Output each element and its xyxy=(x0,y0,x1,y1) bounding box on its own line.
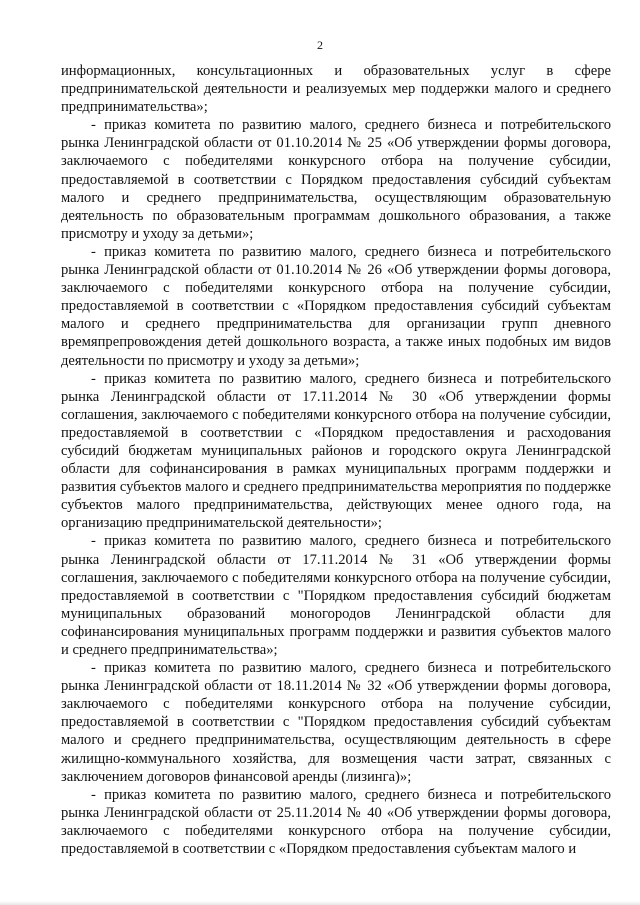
paragraph-order-26: - приказ комитета по развитию малого, среднего бизнеса и потребительского рынка Ленинградской области от 01.10.2014 № 26 «Об утверждении формы договора, заключаемого с победителями конкурсного отбора на получение субсидии, предоставляемой в соответствии с «Порядком предоставления субсидий субъектам малого и среднего предпринимательства для организации групп дневного времяпрепровождения детей дошкольного возраста, а также иных подобных им видов деятельности по присмотру и уходу за детьми»; xyxy=(61,243,611,369)
paragraph-order-31: - приказ комитета по развитию малого, среднего бизнеса и потребительского рынка Ленинградской области от 17.11.2014 № 31 «Об утверждении формы соглашения, заключаемого с победителями конкурсного отбора на получение субсидии, предоставляемой в соответствии с "Порядком предоставления субсидий бюджетам муниципальных образований моногородов Ленинградской области для софинансирования муниципальных программ поддержки и развития субъектов малого и среднего предпринимательства»; xyxy=(61,533,611,658)
paragraph-order-25: - приказ комитета по развитию малого, среднего бизнеса и потребительского рынка Ленинградской области от 01.10.2014 № 25 «Об утверждении формы договора, заключаемого с победителями конкурсного отбора на получение субсидии, предоставляемой в соответствии с Порядком предоставления субсидий субъектам малого и среднего предпринимательства, осуществляющим образовательную деятельность по образовательным программам дошкольного образования, а также присмотру и уходу за детьми»; xyxy=(61,117,611,242)
paragraph-continuation: информационных, консультационных и образовательных услуг в сфере предпринимательской деятельности и реализуемых мер поддержки малого и среднего предпринимательства»; xyxy=(61,63,611,116)
document-body xyxy=(61,62,611,858)
page-number: 2 xyxy=(317,38,323,52)
paragraph-order-30: - приказ комитета по развитию малого, среднего бизнеса и потребительского рынка Ленинградской области от 17.11.2014 № 30 «Об утверждении формы соглашения, заключаемого с победителями конкурсного отбора на получение субсидии, предоставляемой в соответствии с «Порядком предоставления и расходования субсидий бюджетам муниципальных районов и городского округа Ленинградской области для софинансирования в рамках муниципальных программ поддержки и развития субъектов малого и среднего предпринимательства мероприятия по поддержке субъектов малого предпринимательства, действующих менее одного года, на организацию предпринимательской деятельности»; xyxy=(61,370,611,532)
paragraph-order-32: - приказ комитета по развитию малого, среднего бизнеса и потребительского рынка Ленинградской области от 18.11.2014 № 32 «Об утверждении формы договора, заключаемого с победителями конкурсного отбора на получение субсидии, предоставляемой в соответствии с "Порядком предоставления субсидий субъектам малого и среднего предпринимательства, осуществляющим деятельность в сфере жилищно-коммунального хозяйства, для возмещения части затрат, связанных с заключением договоров финансовой аренды (лизинга)»; xyxy=(61,660,611,785)
paragraph-order-40: - приказ комитета по развитию малого, среднего бизнеса и потребительского рынка Ленинградской области от 25.11.2014 № 40 «Об утверждении формы договора, заключаемого с победителями конкурсного отбора на получение субсидии, предоставляемой в соответствии с «Порядком предоставления субъектам малого и xyxy=(61,786,611,858)
scan-bottom-edge xyxy=(0,901,640,905)
